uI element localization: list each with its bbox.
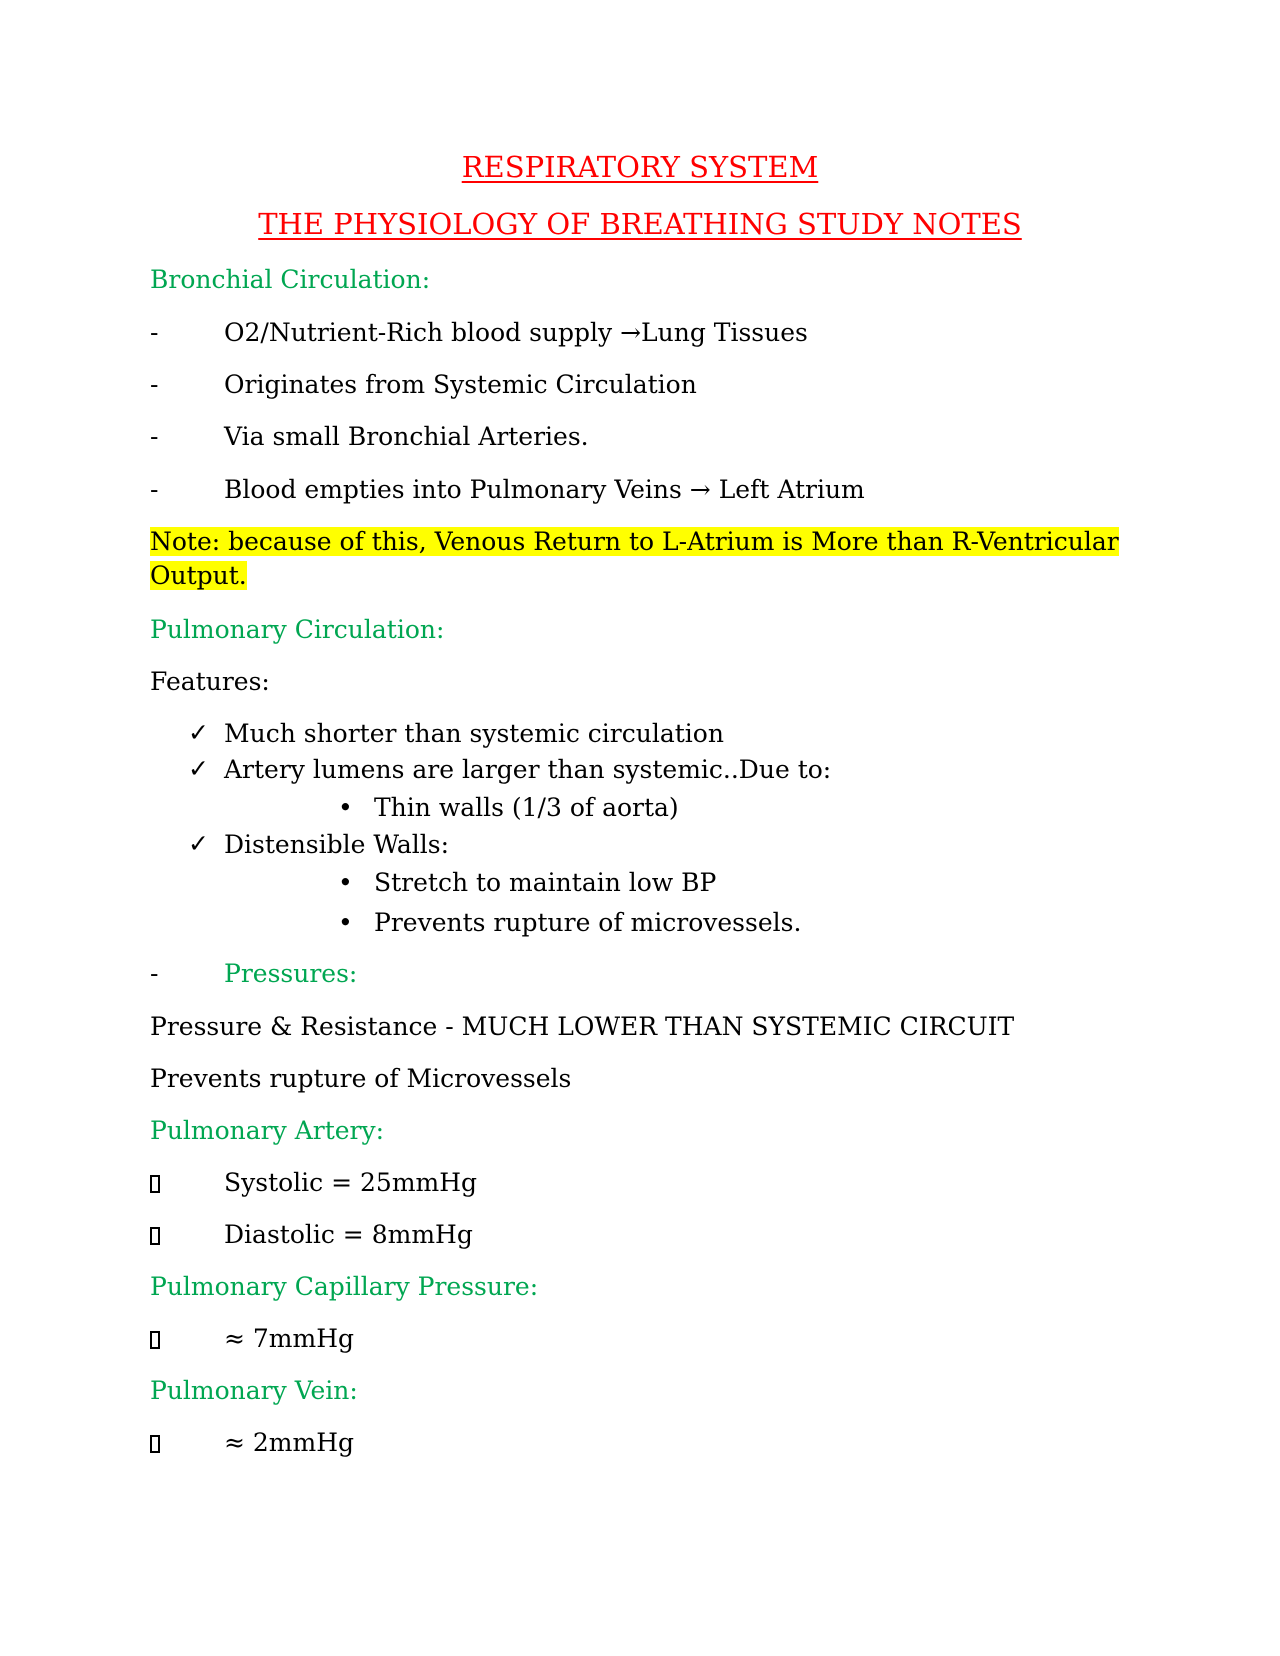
bullet-icon: • [338, 908, 353, 937]
box-bullet-icon [150, 1166, 160, 1200]
pressures-line-1: Pressure & Resistance - MUCH LOWER THAN SYSTEMIC CIRCUIT [150, 1012, 1015, 1041]
feature-1: Much shorter than systemic circulation [224, 719, 724, 748]
dash-marker: - [150, 318, 159, 347]
checkmark-icon: ✓ [188, 754, 209, 783]
bronchial-item-2: Originates from Systemic Circulation [224, 370, 697, 399]
bronchial-item-3: Via small Bronchial Arteries. [224, 422, 589, 451]
systolic-value: Systolic = 25mmHg [224, 1168, 478, 1197]
dash-marker: - [150, 370, 159, 399]
box-bullet-icon [150, 1322, 160, 1356]
feature-2: Artery lumens are larger than systemic..Due to: [224, 755, 832, 784]
box-bullet-icon [150, 1218, 160, 1252]
vein-value: ≈ 2mmHg [224, 1428, 355, 1457]
pressures-label: Pressures: [224, 959, 358, 988]
vein-heading: Pulmonary Vein: [150, 1376, 358, 1405]
document-title: RESPIRATORY SYSTEM [461, 150, 819, 184]
dash-marker: - [150, 959, 159, 988]
bullet-icon: • [338, 793, 353, 822]
pulmonary-heading: Pulmonary Circulation: [150, 615, 445, 644]
document-subtitle: THE PHYSIOLOGY OF BREATHING STUDY NOTES [258, 207, 1022, 241]
box-bullet-icon [150, 1426, 160, 1460]
bullet-icon: • [338, 868, 353, 897]
capillary-heading: Pulmonary Capillary Pressure: [150, 1272, 539, 1301]
feature-3-sub-1: Stretch to maintain low BP [374, 868, 717, 897]
dash-marker: - [150, 475, 159, 504]
bronchial-heading: Bronchial Circulation: [150, 265, 431, 294]
highlighted-note-text: Note: because of this, Venous Return to L-Atrium is More than R-Ventricular Output. [150, 527, 1119, 590]
dash-marker: - [150, 422, 159, 451]
highlighted-note [150, 525, 1120, 593]
bronchial-item-4: Blood empties into Pulmonary Veins → Left Atrium [224, 475, 865, 504]
bronchial-item-1: O2/Nutrient-Rich blood supply →Lung Tissues [224, 318, 808, 347]
diastolic-value: Diastolic = 8mmHg [224, 1220, 473, 1249]
pressures-line-2: Prevents rupture of Microvessels [150, 1064, 572, 1093]
feature-2-sub: Thin walls (1/3 of aorta) [374, 793, 679, 822]
features-label: Features: [150, 667, 270, 696]
artery-heading: Pulmonary Artery: [150, 1116, 385, 1145]
capillary-value: ≈ 7mmHg [224, 1324, 355, 1353]
feature-3: Distensible Walls: [224, 830, 450, 859]
feature-3-sub-2: Prevents rupture of microvessels. [374, 908, 802, 937]
checkmark-icon: ✓ [188, 718, 209, 747]
checkmark-icon: ✓ [188, 829, 209, 858]
